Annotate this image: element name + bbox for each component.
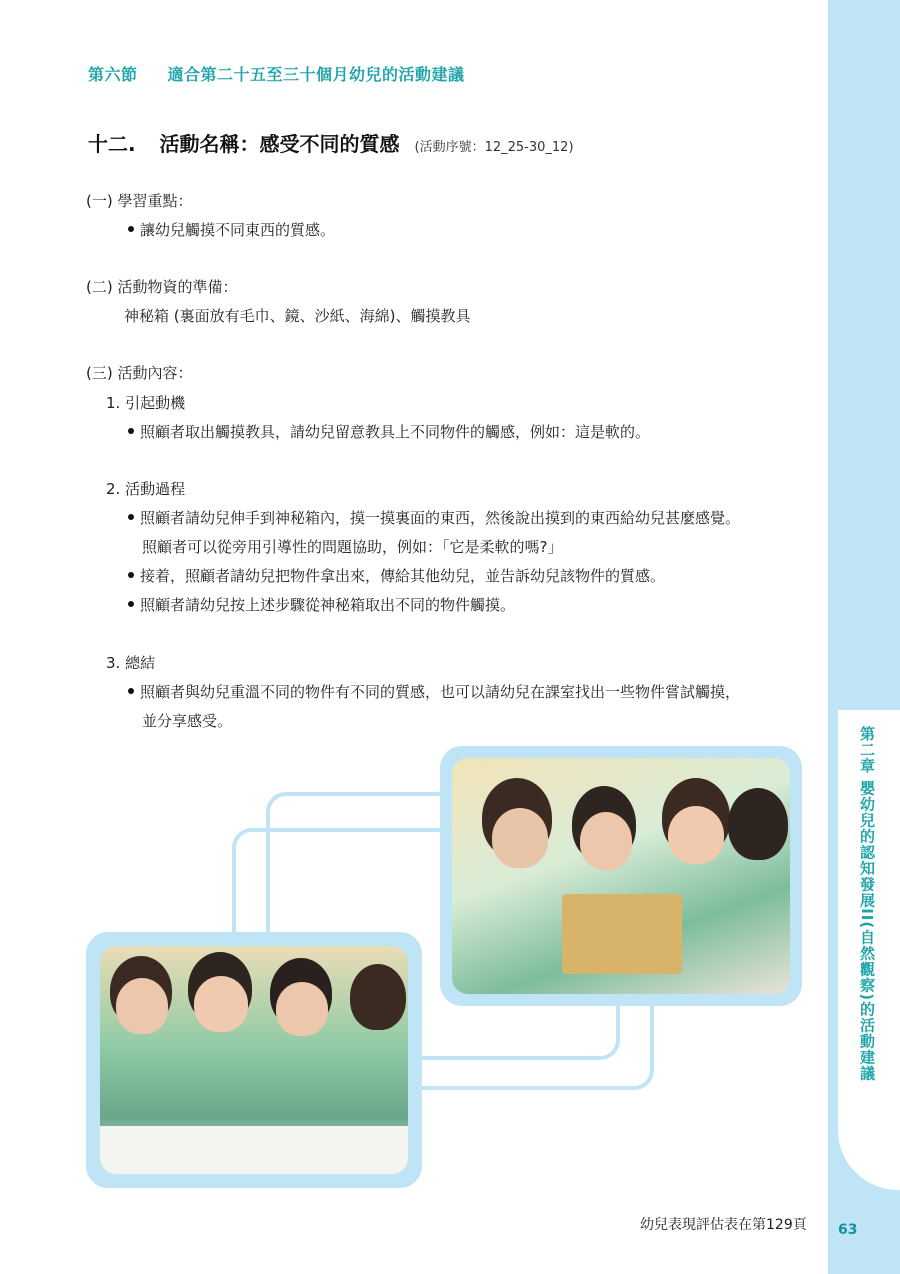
bullet-text: 讓幼兒觸摸不同東西的質感。: [140, 221, 336, 239]
bullet-text: 照顧者取出觸摸教具，請幼兒留意教具上不同物件的觸感，例如：這是軟的。: [140, 423, 651, 441]
bullet-icon: [128, 572, 134, 578]
activity-number: 十二.: [88, 132, 136, 156]
bullet-text: 照顧者請幼兒按上述步驟從神秘箱取出不同的物件觸摸。: [140, 596, 516, 614]
photo-children-mystery-box: [452, 758, 790, 994]
step1-title: 1. 引起動機: [106, 394, 186, 412]
bullet-text: 照顧者與幼兒重溫不同的物件有不同的質感，也可以請幼兒在課室找出一些物件嘗試觸摸，: [140, 683, 741, 701]
bullet-icon: [128, 601, 134, 607]
content-heading: (三) 活動內容：: [86, 364, 193, 382]
assessment-note: 幼兒表現評估表在第129頁: [640, 1217, 807, 1233]
page-number: 63: [838, 1222, 858, 1238]
step2-bullet-1-cont: 照顧者可以從旁用引導性的問題協助，例如：「它是柔軟的嗎?」: [142, 538, 563, 556]
activity-code: (活動序號：12_25-30_12): [414, 140, 574, 155]
bullet-text: 接着，照顧者請幼兒把物件拿出來，傳給其他幼兒，並告訴幼兒該物件的質感。: [140, 567, 666, 585]
chapter-title-vertical: 第二章 嬰幼兒的認知發展II(自然觀察)的活動建議: [858, 726, 876, 1082]
learning-focus-bullet: [128, 219, 335, 240]
bullet-icon: [128, 428, 134, 434]
activity-name: 活動名稱：感受不同的質感: [159, 132, 400, 156]
learning-focus-heading: (一) 學習重點：: [86, 192, 193, 210]
bullet-icon: [128, 688, 134, 694]
photo-frame-top: [440, 746, 802, 1006]
photo-frame-bottom: [86, 932, 422, 1188]
step3-title: 3. 總結: [106, 654, 156, 672]
photo-children-touching-textures: [100, 946, 408, 1174]
bullet-icon: [128, 514, 134, 520]
step3-bullet-1-cont: 並分享感受。: [142, 712, 233, 730]
mystery-box-image: [562, 894, 682, 974]
materials-heading: (二) 活動物資的準備：: [86, 278, 238, 296]
section-title: 適合第二十五至三十個月幼兒的活動建議: [167, 65, 465, 84]
bullet-text: 照顧者請幼兒伸手到神秘箱內，摸一摸裏面的東西，然後說出摸到的東西給幼兒甚麼感覺。: [140, 509, 741, 527]
table-surface-image: [100, 1126, 408, 1174]
step2-title: 2. 活動過程: [106, 480, 186, 498]
activity-title: [88, 128, 574, 157]
step3-bullet-1: [128, 681, 740, 702]
materials-text: 神秘箱 (裏面放有毛巾、鏡、沙紙、海綿)、觸摸教具: [124, 307, 471, 325]
step1-bullet: [128, 421, 650, 442]
step2-bullet-1: [128, 507, 740, 528]
section-header: [88, 62, 465, 85]
step2-bullet-2: [128, 565, 665, 586]
step2-bullet-3: [128, 594, 515, 615]
bullet-icon: [128, 226, 134, 232]
section-number: 第六節: [88, 65, 138, 84]
